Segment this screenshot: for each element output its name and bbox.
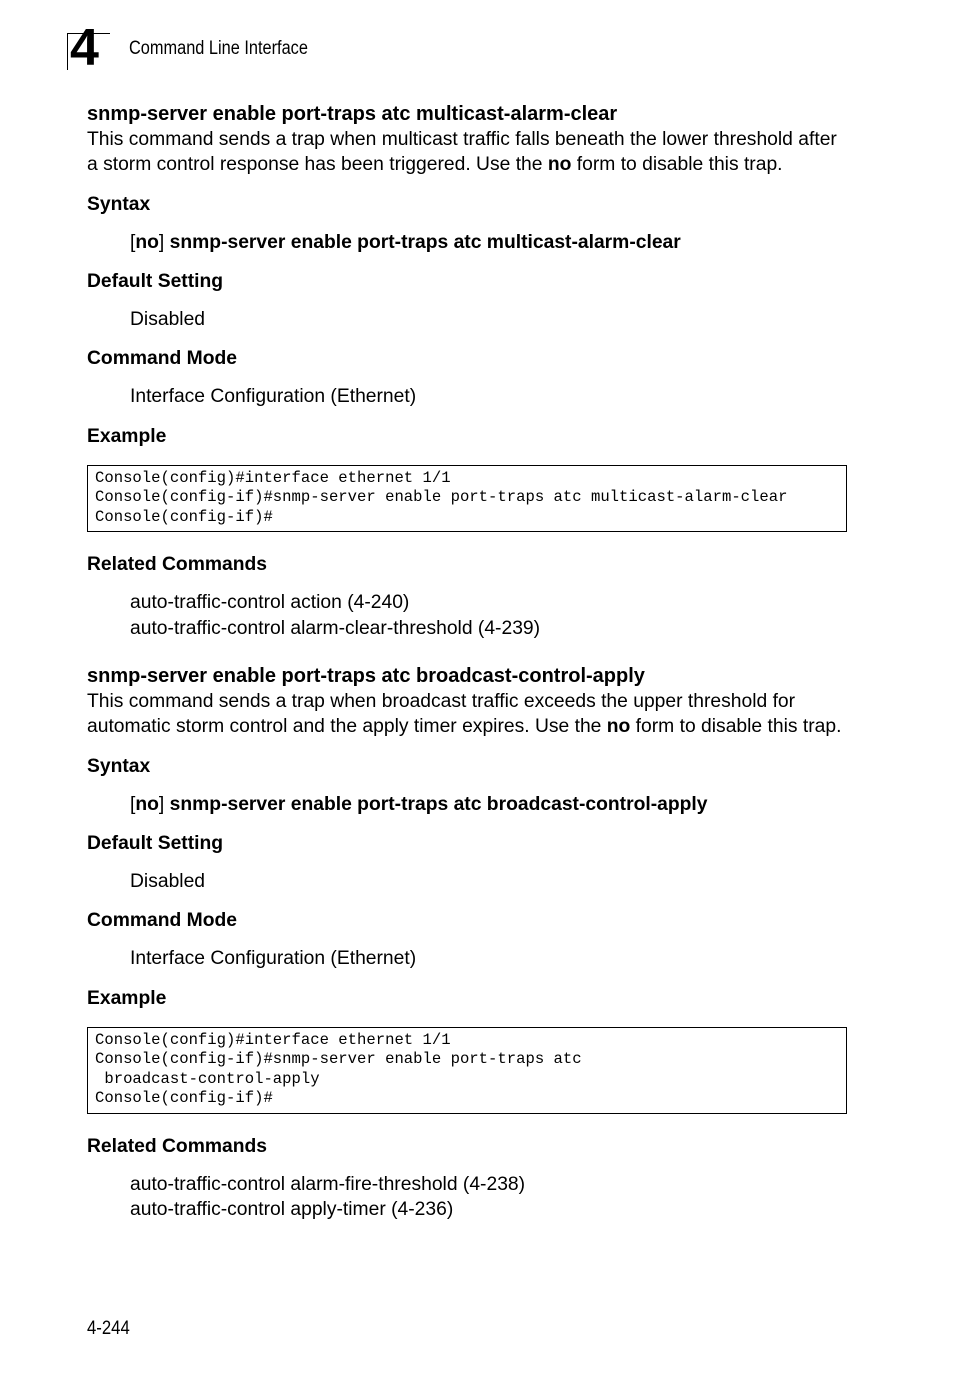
related-command-item: auto-traffic-control apply-timer (4-236) (130, 1198, 454, 1220)
description-no-keyword: no (547, 154, 572, 176)
code-line: broadcast-control-apply (95, 1069, 320, 1088)
default-setting-value: Disabled (130, 870, 206, 892)
default-setting-label: Default Setting (87, 270, 224, 292)
syntax-bracket-open: [ (130, 793, 136, 815)
description-text: This command sends a trap when multicast traffic falls beneath the lower threshold after a storm control response has been triggered. Use the (87, 129, 837, 176)
code-line: Console(config-if)#snmp-server enable port-traps atc (95, 1050, 582, 1069)
code-line: Console(config)#interface ethernet 1/1 (95, 1030, 451, 1049)
command-section (87, 101, 847, 641)
section-description (87, 689, 847, 740)
page-content (87, 101, 847, 1222)
command-mode-label: Command Mode (87, 910, 237, 932)
syntax-command: snmp-server enable port-traps atc broadcast-control-apply (169, 793, 708, 815)
syntax-no-keyword: no (135, 793, 159, 815)
related-commands-list (130, 1172, 847, 1223)
syntax-line (130, 230, 847, 255)
related-command-item: auto-traffic-control alarm-clear-threshold (4-239) (130, 617, 541, 639)
default-setting-value: Disabled (130, 308, 206, 330)
code-line: Console(config-if)#snmp-server enable port-traps atc multicast-alarm-clear (95, 488, 788, 507)
description-no-keyword: no (606, 716, 631, 738)
syntax-label: Syntax (87, 193, 151, 215)
syntax-label: Syntax (87, 755, 151, 777)
example-code-block (87, 465, 847, 533)
description-text: This command sends a trap when broadcast traffic exceeds the upper threshold for automatic storm control and the apply timer expires. Use the (87, 690, 796, 738)
syntax-no-keyword: no (135, 231, 159, 253)
default-setting-label: Default Setting (87, 832, 224, 854)
command-mode-label: Command Mode (87, 348, 237, 370)
example-label: Example (87, 425, 167, 447)
syntax-bracket-close: ] (158, 231, 170, 253)
description-text-end: form to disable this trap. (571, 154, 783, 176)
related-command-item: auto-traffic-control alarm-fire-threshold (4-238) (130, 1173, 526, 1195)
syntax-command: snmp-server enable port-traps atc multicast-alarm-clear (169, 231, 681, 253)
chapter-number: 4 (70, 19, 98, 77)
related-commands-list (130, 590, 847, 641)
syntax-bracket-open: [ (130, 231, 136, 253)
related-commands-label: Related Commands (87, 554, 267, 576)
code-line: Console(config-if)# (95, 507, 273, 526)
description-text-end: form to disable this trap. (630, 716, 842, 738)
section-title: snmp-server enable port-traps atc broadcast-control-apply (87, 664, 645, 687)
command-mode-value: Interface Configuration (Ethernet) (130, 948, 417, 970)
code-line: Console(config)#interface ethernet 1/1 (95, 468, 451, 487)
section-title: snmp-server enable port-traps atc multicast-alarm-clear (87, 103, 618, 125)
syntax-line (130, 792, 847, 817)
code-line: Console(config-if)# (95, 1089, 273, 1108)
syntax-bracket-close: ] (158, 793, 170, 815)
running-header-title: Command Line Interface (129, 38, 308, 59)
example-label: Example (87, 987, 167, 1009)
section-description (87, 127, 847, 178)
command-mode-value: Interface Configuration (Ethernet) (130, 386, 417, 408)
related-commands-label: Related Commands (87, 1135, 267, 1157)
command-section (87, 663, 847, 1222)
example-code-block (87, 1027, 847, 1114)
related-command-item: auto-traffic-control action (4-240) (130, 592, 410, 614)
page-number: 4-244 (87, 1318, 130, 1339)
